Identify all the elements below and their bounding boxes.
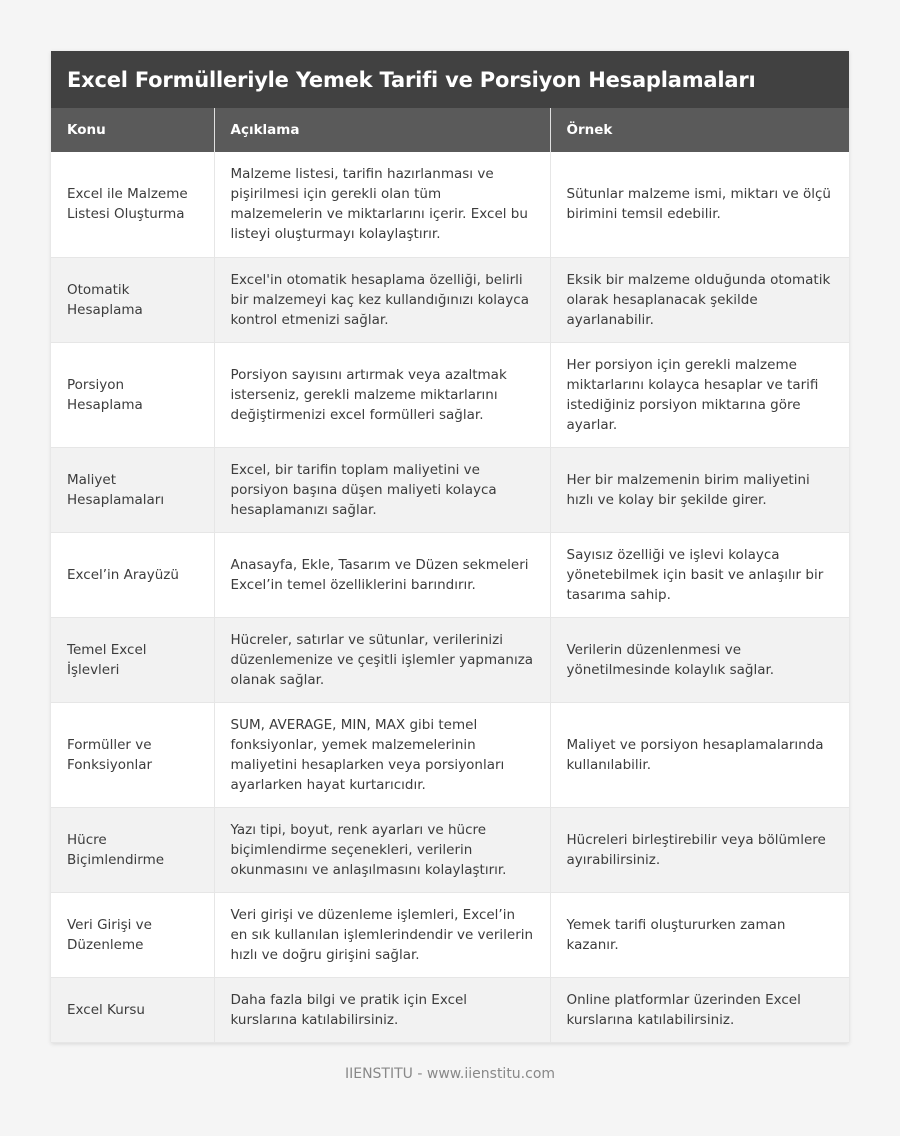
column-header-ornek: Örnek: [550, 108, 849, 152]
cell-ornek: Online platformlar üzerinden Excel kurslarına katılabilirsiniz.: [550, 977, 849, 1042]
cell-aciklama: Daha fazla bilgi ve pratik için Excel kurslarına katılabilirsiniz.: [214, 977, 550, 1042]
cell-konu: Excel ile Malzeme Listesi Oluşturma: [51, 152, 214, 257]
cell-aciklama: Yazı tipi, boyut, renk ayarları ve hücre biçimlendirme seçenekleri, verilerin okunmasını ve anlaşılmasını kolaylaştırır.: [214, 807, 550, 892]
table-row: [51, 447, 849, 532]
table-row: [51, 892, 849, 977]
cell-aciklama: SUM, AVERAGE, MIN, MAX gibi temel fonksiyonlar, yemek malzemelerinin maliyetini hesaplarken veya porsiyonları ayarlarken hayat kurtarıcıdır.: [214, 702, 550, 807]
cell-aciklama: Hücreler, satırlar ve sütunlar, verilerinizi düzenlemenize ve çeşitli işlemler yapmanıza olanak sağlar.: [214, 617, 550, 702]
cell-konu: Hücre Biçimlendirme: [51, 807, 214, 892]
cell-konu: Veri Girişi ve Düzenleme: [51, 892, 214, 977]
column-header-aciklama: Açıklama: [214, 108, 550, 152]
cell-konu: Temel Excel İşlevleri: [51, 617, 214, 702]
cell-ornek: Sayısız özelliği ve işlevi kolayca yönetebilmek için basit ve anlaşılır bir tasarıma sahip.: [550, 532, 849, 617]
table-row: [51, 532, 849, 617]
cell-ornek: Sütunlar malzeme ismi, miktarı ve ölçü birimini temsil edebilir.: [550, 152, 849, 257]
cell-aciklama: Malzeme listesi, tarifin hazırlanması ve pişirilmesi için gerekli olan tüm malzemelerin ve miktarlarını içerir. Excel bu listeyi oluşturmayı kolaylaştırır.: [214, 152, 550, 257]
cell-ornek: Hücreleri birleştirebilir veya bölümlere ayırabilirsiniz.: [550, 807, 849, 892]
table-row: [51, 617, 849, 702]
column-header-konu: Konu: [51, 108, 214, 152]
cell-konu: Formüller ve Fonksiyonlar: [51, 702, 214, 807]
cell-ornek: Eksik bir malzeme olduğunda otomatik olarak hesaplanacak şekilde ayarlanabilir.: [550, 257, 849, 342]
cell-aciklama: Veri girişi ve düzenleme işlemleri, Excel’in en sık kullanılan işlemlerindendir ve verilerin hızlı ve doğru girişini sağlar.: [214, 892, 550, 977]
cell-aciklama: Excel, bir tarifin toplam maliyetini ve porsiyon başına düşen maliyeti kolayca hesaplamanızı sağlar.: [214, 447, 550, 532]
cell-konu: Otomatik Hesaplama: [51, 257, 214, 342]
table-row: [51, 152, 849, 257]
footer-credit: IIENSTITU - www.iienstitu.com: [344, 1066, 556, 1082]
cell-aciklama: Porsiyon sayısını artırmak veya azaltmak isterseniz, gerekli malzeme miktarlarını değiştirmenizi excel formülleri sağlar.: [214, 342, 550, 447]
table-header-row: [51, 108, 849, 152]
table-row: [51, 977, 849, 1042]
table-card: [51, 51, 849, 1043]
cell-konu: Porsiyon Hesaplama: [51, 342, 214, 447]
cell-aciklama: Anasayfa, Ekle, Tasarım ve Düzen sekmeleri Excel’in temel özelliklerini barındırır.: [214, 532, 550, 617]
cell-ornek: Her porsiyon için gerekli malzeme miktarlarını kolayca hesaplar ve tarifi istediğiniz porsiyon miktarına göre ayarlar.: [550, 342, 849, 447]
cell-ornek: Yemek tarifi oluştururken zaman kazanır.: [550, 892, 849, 977]
cell-konu: Excel Kursu: [51, 977, 214, 1042]
table-row: [51, 702, 849, 807]
data-table: [51, 108, 849, 1043]
cell-aciklama: Excel'in otomatik hesaplama özelliği, belirli bir malzemeyi kaç kez kullandığınızı kolayca kontrol etmenizi sağlar.: [214, 257, 550, 342]
table-row: [51, 342, 849, 447]
cell-ornek: Maliyet ve porsiyon hesaplamalarında kullanılabilir.: [550, 702, 849, 807]
page-title: Excel Formülleriyle Yemek Tarifi ve Porsiyon Hesaplamaları: [67, 67, 756, 92]
table-row: [51, 257, 849, 342]
cell-konu: Excel’in Arayüzü: [51, 532, 214, 617]
cell-ornek: Verilerin düzenlenmesi ve yönetilmesinde kolaylık sağlar.: [550, 617, 849, 702]
cell-ornek: Her bir malzemenin birim maliyetini hızlı ve kolay bir şekilde girer.: [550, 447, 849, 532]
table-row: [51, 807, 849, 892]
cell-konu: Maliyet Hesaplamaları: [51, 447, 214, 532]
title-bar: [51, 51, 849, 108]
